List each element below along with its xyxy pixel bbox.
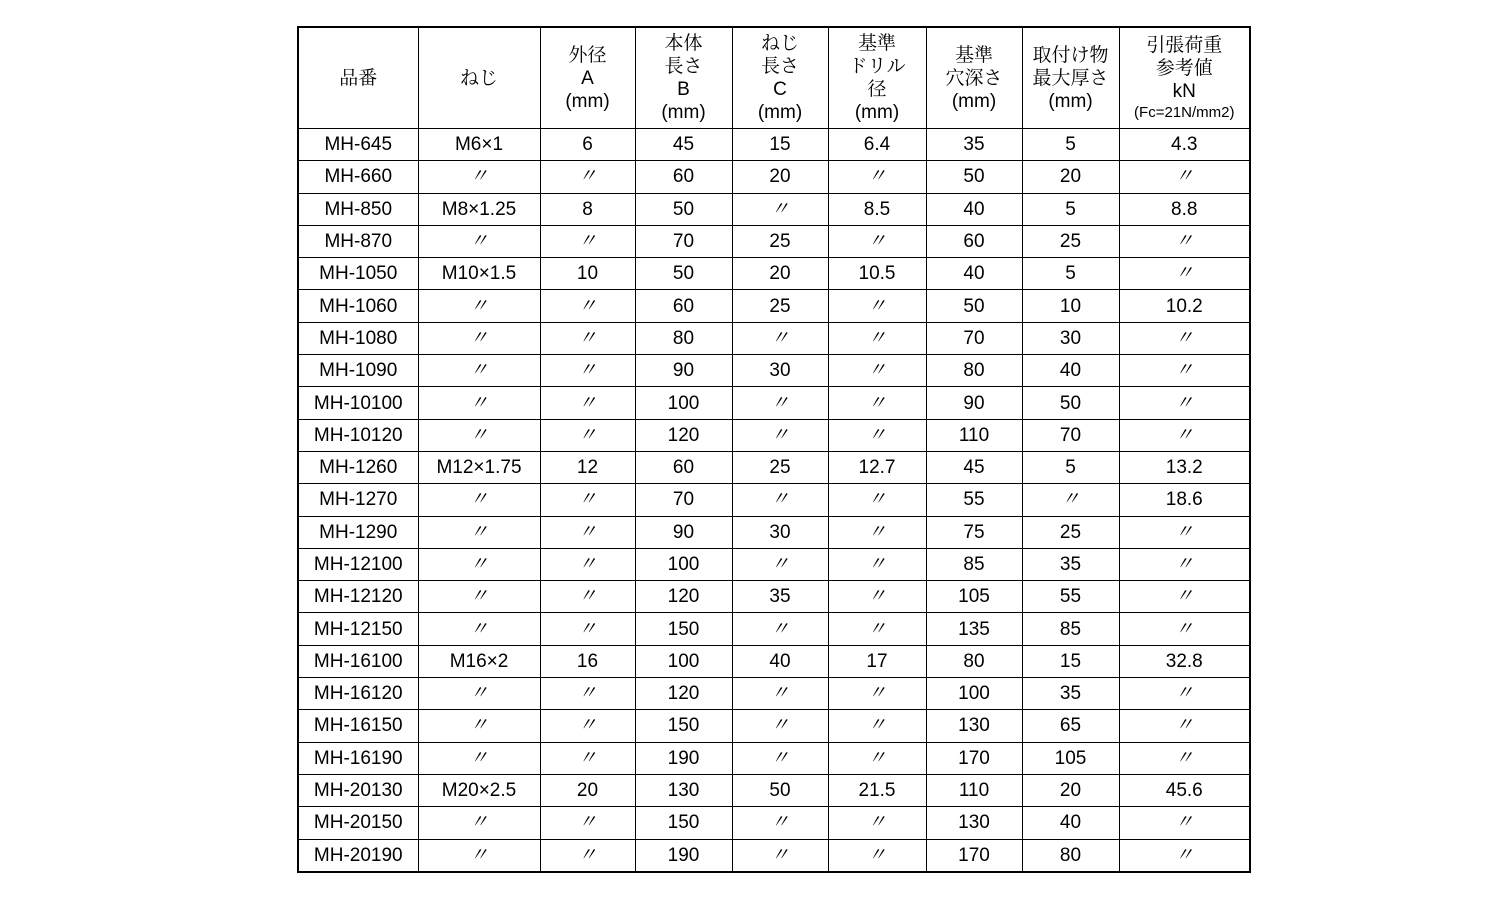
header-row bbox=[298, 27, 1250, 129]
table-cell: 〃 bbox=[418, 387, 540, 419]
part-number-cell: MH-12150 bbox=[298, 613, 418, 645]
table-cell: 〃 bbox=[732, 548, 828, 580]
table-cell: 〃 bbox=[540, 613, 635, 645]
table-cell: 〃 bbox=[540, 807, 635, 839]
table-cell: 80 bbox=[1022, 839, 1119, 872]
table-cell: 〃 bbox=[418, 419, 540, 451]
table-cell: 〃 bbox=[828, 710, 926, 742]
table-cell: 〃 bbox=[828, 548, 926, 580]
table-cell: 25 bbox=[1022, 225, 1119, 257]
table-cell: 〃 bbox=[732, 613, 828, 645]
table-cell: 130 bbox=[635, 774, 732, 806]
table-cell: 32.8 bbox=[1119, 645, 1250, 677]
table-cell: 〃 bbox=[828, 419, 926, 451]
table-cell: 30 bbox=[732, 355, 828, 387]
table-cell: 〃 bbox=[828, 581, 926, 613]
table-cell: 70 bbox=[926, 322, 1022, 354]
table-cell: 10.5 bbox=[828, 258, 926, 290]
table-cell: 20 bbox=[732, 258, 828, 290]
table-cell: 110 bbox=[926, 419, 1022, 451]
table-row bbox=[298, 613, 1250, 645]
table-cell: 90 bbox=[635, 355, 732, 387]
column-header-line: 外径 bbox=[568, 44, 607, 66]
table-cell: 〃 bbox=[418, 290, 540, 322]
table-cell: 85 bbox=[926, 548, 1022, 580]
table-cell: 4.3 bbox=[1119, 129, 1250, 161]
table-row bbox=[298, 742, 1250, 774]
table-cell: 20 bbox=[540, 774, 635, 806]
table-cell: 〃 bbox=[732, 710, 828, 742]
table-cell: 〃 bbox=[828, 355, 926, 387]
table-cell: 40 bbox=[732, 645, 828, 677]
table-cell: 〃 bbox=[732, 839, 828, 872]
column-header-line: (mm) bbox=[661, 102, 706, 123]
table-cell: 〃 bbox=[1119, 710, 1250, 742]
table-cell: 40 bbox=[926, 258, 1022, 290]
table-cell: 13.2 bbox=[1119, 451, 1250, 483]
table-cell: 50 bbox=[926, 161, 1022, 193]
table-cell: 40 bbox=[1022, 807, 1119, 839]
table-cell: 〃 bbox=[418, 613, 540, 645]
table-cell: 150 bbox=[635, 710, 732, 742]
column-header bbox=[732, 27, 828, 129]
table-cell: 60 bbox=[635, 161, 732, 193]
table-cell: 50 bbox=[926, 290, 1022, 322]
column-header bbox=[828, 27, 926, 129]
table-cell: 190 bbox=[635, 742, 732, 774]
table-cell: M8×1.25 bbox=[418, 193, 540, 225]
table-cell: 120 bbox=[635, 678, 732, 710]
table-cell: 〃 bbox=[828, 807, 926, 839]
table-cell: 25 bbox=[732, 290, 828, 322]
table-row bbox=[298, 419, 1250, 451]
column-header-line: (Fc=21N/mm2) bbox=[1134, 103, 1235, 121]
table-cell: 50 bbox=[732, 774, 828, 806]
table-cell: 〃 bbox=[828, 225, 926, 257]
table-cell: 120 bbox=[635, 419, 732, 451]
column-header-line: 本体 bbox=[664, 33, 703, 54]
table-cell: 6.4 bbox=[828, 129, 926, 161]
table-cell: 〃 bbox=[1119, 225, 1250, 257]
table-cell: 12.7 bbox=[828, 451, 926, 483]
table-row bbox=[298, 355, 1250, 387]
table-cell: 90 bbox=[926, 387, 1022, 419]
column-header bbox=[1119, 27, 1250, 129]
table-cell: 〃 bbox=[540, 742, 635, 774]
column-header bbox=[298, 27, 418, 129]
part-number-cell: MH-12100 bbox=[298, 548, 418, 580]
part-number-cell: MH-850 bbox=[298, 193, 418, 225]
table-cell: 〃 bbox=[418, 807, 540, 839]
table-cell: 15 bbox=[1022, 645, 1119, 677]
table-cell: 21.5 bbox=[828, 774, 926, 806]
table-cell: 30 bbox=[732, 516, 828, 548]
table-cell: 〃 bbox=[418, 225, 540, 257]
table-header bbox=[298, 27, 1250, 129]
table-cell: 70 bbox=[1022, 419, 1119, 451]
table-cell: 〃 bbox=[418, 581, 540, 613]
table-cell: 〃 bbox=[828, 678, 926, 710]
table-row bbox=[298, 645, 1250, 677]
table-cell: 〃 bbox=[540, 161, 635, 193]
part-number-cell: MH-1090 bbox=[298, 355, 418, 387]
column-header bbox=[926, 27, 1022, 129]
table-cell: 〃 bbox=[1119, 807, 1250, 839]
table-cell: 35 bbox=[1022, 678, 1119, 710]
part-number-cell: MH-1290 bbox=[298, 516, 418, 548]
table-cell: 40 bbox=[926, 193, 1022, 225]
table-cell: 〃 bbox=[732, 807, 828, 839]
table-cell: 80 bbox=[926, 355, 1022, 387]
table-cell: 〃 bbox=[540, 516, 635, 548]
table-cell: 〃 bbox=[418, 355, 540, 387]
table-cell: 〃 bbox=[1119, 548, 1250, 580]
table-cell: 100 bbox=[635, 387, 732, 419]
table-cell: 45 bbox=[635, 129, 732, 161]
table-cell: 〃 bbox=[418, 516, 540, 548]
table-cell: 25 bbox=[732, 225, 828, 257]
column-header-line: 径 bbox=[867, 79, 887, 100]
table-row bbox=[298, 193, 1250, 225]
table-cell: 110 bbox=[926, 774, 1022, 806]
table-cell: 170 bbox=[926, 742, 1022, 774]
table-cell: 〃 bbox=[732, 742, 828, 774]
table-cell: 8.8 bbox=[1119, 193, 1250, 225]
column-header-line: 参考値 bbox=[1155, 57, 1213, 79]
table-body bbox=[298, 129, 1250, 872]
table-row bbox=[298, 807, 1250, 839]
table-cell: 6 bbox=[540, 129, 635, 161]
column-header-line: (mm) bbox=[951, 90, 997, 112]
table-cell: 〃 bbox=[1022, 484, 1119, 516]
table-cell: 20 bbox=[732, 161, 828, 193]
table-cell: 35 bbox=[1022, 548, 1119, 580]
table-cell: 〃 bbox=[1119, 258, 1250, 290]
column-header-line: ねじ bbox=[459, 67, 498, 89]
table-cell: 65 bbox=[1022, 710, 1119, 742]
table-cell: 〃 bbox=[540, 548, 635, 580]
part-number-cell: MH-1060 bbox=[298, 290, 418, 322]
table-row bbox=[298, 290, 1250, 322]
table-row bbox=[298, 129, 1250, 161]
part-number-cell: MH-20190 bbox=[298, 839, 418, 872]
table-cell: 〃 bbox=[828, 290, 926, 322]
table-cell: 〃 bbox=[540, 290, 635, 322]
table-cell: M6×1 bbox=[418, 129, 540, 161]
table-cell: 10.2 bbox=[1119, 290, 1250, 322]
table-cell: 〃 bbox=[732, 193, 828, 225]
table-row bbox=[298, 516, 1250, 548]
table-cell: 130 bbox=[926, 710, 1022, 742]
table-cell: M12×1.75 bbox=[418, 451, 540, 483]
table-cell: 〃 bbox=[1119, 161, 1250, 193]
table-cell: 50 bbox=[1022, 387, 1119, 419]
part-number-cell: MH-16190 bbox=[298, 742, 418, 774]
table-cell: 5 bbox=[1022, 193, 1119, 225]
table-cell: 40 bbox=[1022, 355, 1119, 387]
table-cell: 100 bbox=[635, 645, 732, 677]
table-cell: 〃 bbox=[1119, 516, 1250, 548]
column-header-line: 基準 bbox=[857, 33, 896, 54]
table-cell: 150 bbox=[635, 807, 732, 839]
table-row bbox=[298, 774, 1250, 806]
part-number-cell: MH-645 bbox=[298, 129, 418, 161]
table-cell: 〃 bbox=[828, 161, 926, 193]
column-header-line: 穴深さ bbox=[945, 67, 1003, 89]
part-number-cell: MH-16150 bbox=[298, 710, 418, 742]
table-cell: 〃 bbox=[418, 484, 540, 516]
table-row bbox=[298, 678, 1250, 710]
table-cell: 〃 bbox=[828, 322, 926, 354]
table-cell: 〃 bbox=[418, 161, 540, 193]
table-cell: 〃 bbox=[540, 387, 635, 419]
table-cell: 〃 bbox=[1119, 419, 1250, 451]
table-cell: 〃 bbox=[418, 678, 540, 710]
table-cell: 50 bbox=[635, 193, 732, 225]
table-cell: 55 bbox=[926, 484, 1022, 516]
table-cell: 70 bbox=[635, 225, 732, 257]
table-cell: 5 bbox=[1022, 258, 1119, 290]
table-cell: 〃 bbox=[1119, 839, 1250, 872]
table-cell: 〃 bbox=[540, 355, 635, 387]
table-cell: 〃 bbox=[418, 839, 540, 872]
column-header-line: 最大厚さ bbox=[1032, 67, 1109, 89]
part-number-cell: MH-20150 bbox=[298, 807, 418, 839]
table-cell: 17 bbox=[828, 645, 926, 677]
part-number-cell: MH-870 bbox=[298, 225, 418, 257]
table-cell: 10 bbox=[540, 258, 635, 290]
table-cell: 70 bbox=[635, 484, 732, 516]
table-row bbox=[298, 387, 1250, 419]
table-cell: 190 bbox=[635, 839, 732, 872]
table-cell: 〃 bbox=[540, 581, 635, 613]
table-cell: M20×2.5 bbox=[418, 774, 540, 806]
part-number-cell: MH-1080 bbox=[298, 322, 418, 354]
column-header-line: ドリル bbox=[848, 56, 906, 77]
table-cell: 80 bbox=[635, 322, 732, 354]
table-cell: 〃 bbox=[828, 742, 926, 774]
table-cell: 16 bbox=[540, 645, 635, 677]
column-header bbox=[635, 27, 732, 129]
table-cell: 135 bbox=[926, 613, 1022, 645]
column-header-line: (mm) bbox=[1048, 90, 1093, 112]
table-cell: 〃 bbox=[732, 387, 828, 419]
column-header-line: (mm) bbox=[854, 102, 900, 123]
table-cell: 〃 bbox=[732, 322, 828, 354]
table-row bbox=[298, 484, 1250, 516]
table-row bbox=[298, 225, 1250, 257]
column-header-line: (mm) bbox=[565, 90, 610, 112]
table-cell: 100 bbox=[635, 548, 732, 580]
table-cell: 12 bbox=[540, 451, 635, 483]
table-cell: 〃 bbox=[540, 419, 635, 451]
table-cell: 10 bbox=[1022, 290, 1119, 322]
table-cell: 〃 bbox=[828, 516, 926, 548]
table-cell: 15 bbox=[732, 129, 828, 161]
table-cell: 75 bbox=[926, 516, 1022, 548]
spec-table bbox=[297, 26, 1251, 873]
part-number-cell: MH-20130 bbox=[298, 774, 418, 806]
table-cell: 25 bbox=[1022, 516, 1119, 548]
table-row bbox=[298, 258, 1250, 290]
table-cell: 35 bbox=[926, 129, 1022, 161]
table-cell: 60 bbox=[926, 225, 1022, 257]
table-cell: 〃 bbox=[1119, 387, 1250, 419]
table-cell: 150 bbox=[635, 613, 732, 645]
table-cell: 130 bbox=[926, 807, 1022, 839]
table-cell: 〃 bbox=[1119, 581, 1250, 613]
part-number-cell: MH-660 bbox=[298, 161, 418, 193]
table-cell: 60 bbox=[635, 451, 732, 483]
table-cell: 〃 bbox=[418, 548, 540, 580]
table-row bbox=[298, 322, 1250, 354]
table-cell: 25 bbox=[732, 451, 828, 483]
table-cell: 85 bbox=[1022, 613, 1119, 645]
column-header-line: 長さ bbox=[664, 56, 703, 77]
table-row bbox=[298, 161, 1250, 193]
column-header bbox=[418, 27, 540, 129]
table-row bbox=[298, 839, 1250, 872]
table-cell: 80 bbox=[926, 645, 1022, 677]
table-cell: 105 bbox=[1022, 742, 1119, 774]
table-cell: 〃 bbox=[1119, 742, 1250, 774]
table-cell: 〃 bbox=[1119, 322, 1250, 354]
column-header-line: 引張荷重 bbox=[1146, 34, 1223, 56]
part-number-cell: MH-16100 bbox=[298, 645, 418, 677]
table-row bbox=[298, 451, 1250, 483]
table-cell: 50 bbox=[635, 258, 732, 290]
table-cell: 60 bbox=[635, 290, 732, 322]
column-header-line: B bbox=[677, 79, 690, 100]
table-cell: 20 bbox=[1022, 774, 1119, 806]
column-header-line: 長さ bbox=[760, 56, 799, 77]
table-cell: 90 bbox=[635, 516, 732, 548]
table-cell: 〃 bbox=[540, 484, 635, 516]
table-cell: 30 bbox=[1022, 322, 1119, 354]
table-cell: 18.6 bbox=[1119, 484, 1250, 516]
table-cell: 〃 bbox=[732, 484, 828, 516]
table-cell: M10×1.5 bbox=[418, 258, 540, 290]
table-cell: 〃 bbox=[828, 484, 926, 516]
column-header bbox=[1022, 27, 1119, 129]
table-cell: 〃 bbox=[540, 839, 635, 872]
table-cell: 〃 bbox=[732, 419, 828, 451]
table-row bbox=[298, 548, 1250, 580]
table-cell: 5 bbox=[1022, 451, 1119, 483]
table-cell: 〃 bbox=[828, 613, 926, 645]
table-cell: 55 bbox=[1022, 581, 1119, 613]
table-cell: 〃 bbox=[540, 678, 635, 710]
table-cell: 〃 bbox=[418, 710, 540, 742]
table-cell: 8 bbox=[540, 193, 635, 225]
table-cell: 100 bbox=[926, 678, 1022, 710]
column-header-line: C bbox=[773, 79, 787, 100]
table-cell: 〃 bbox=[540, 225, 635, 257]
table-cell: M16×2 bbox=[418, 645, 540, 677]
column-header-line: A bbox=[581, 67, 594, 89]
table-cell: 〃 bbox=[1119, 613, 1250, 645]
part-number-cell: MH-12120 bbox=[298, 581, 418, 613]
table-cell: 〃 bbox=[540, 322, 635, 354]
part-number-cell: MH-1260 bbox=[298, 451, 418, 483]
column-header-line: kN bbox=[1172, 80, 1196, 102]
table-cell: 〃 bbox=[828, 839, 926, 872]
table-cell: 〃 bbox=[418, 322, 540, 354]
table-cell: 120 bbox=[635, 581, 732, 613]
part-number-cell: MH-1270 bbox=[298, 484, 418, 516]
part-number-cell: MH-10120 bbox=[298, 419, 418, 451]
table-cell: 〃 bbox=[1119, 355, 1250, 387]
table-cell: 〃 bbox=[828, 387, 926, 419]
table-cell: 8.5 bbox=[828, 193, 926, 225]
table-cell: 20 bbox=[1022, 161, 1119, 193]
column-header-line: (mm) bbox=[757, 102, 803, 123]
column-header-line: 品番 bbox=[339, 67, 378, 89]
part-number-cell: MH-1050 bbox=[298, 258, 418, 290]
column-header-line: 基準 bbox=[954, 44, 993, 66]
table-cell: 〃 bbox=[732, 678, 828, 710]
table-row bbox=[298, 710, 1250, 742]
table-cell: 170 bbox=[926, 839, 1022, 872]
table-row bbox=[298, 581, 1250, 613]
table-cell: 45.6 bbox=[1119, 774, 1250, 806]
table-cell: 105 bbox=[926, 581, 1022, 613]
column-header bbox=[540, 27, 635, 129]
table-cell: 35 bbox=[732, 581, 828, 613]
table-cell: 〃 bbox=[418, 742, 540, 774]
part-number-cell: MH-10100 bbox=[298, 387, 418, 419]
table-cell: 〃 bbox=[1119, 678, 1250, 710]
table-cell: 45 bbox=[926, 451, 1022, 483]
column-header-line: 取付け物 bbox=[1032, 44, 1109, 66]
column-header-line: ねじ bbox=[760, 33, 799, 54]
part-number-cell: MH-16120 bbox=[298, 678, 418, 710]
table-cell: 〃 bbox=[540, 710, 635, 742]
table-cell: 5 bbox=[1022, 129, 1119, 161]
